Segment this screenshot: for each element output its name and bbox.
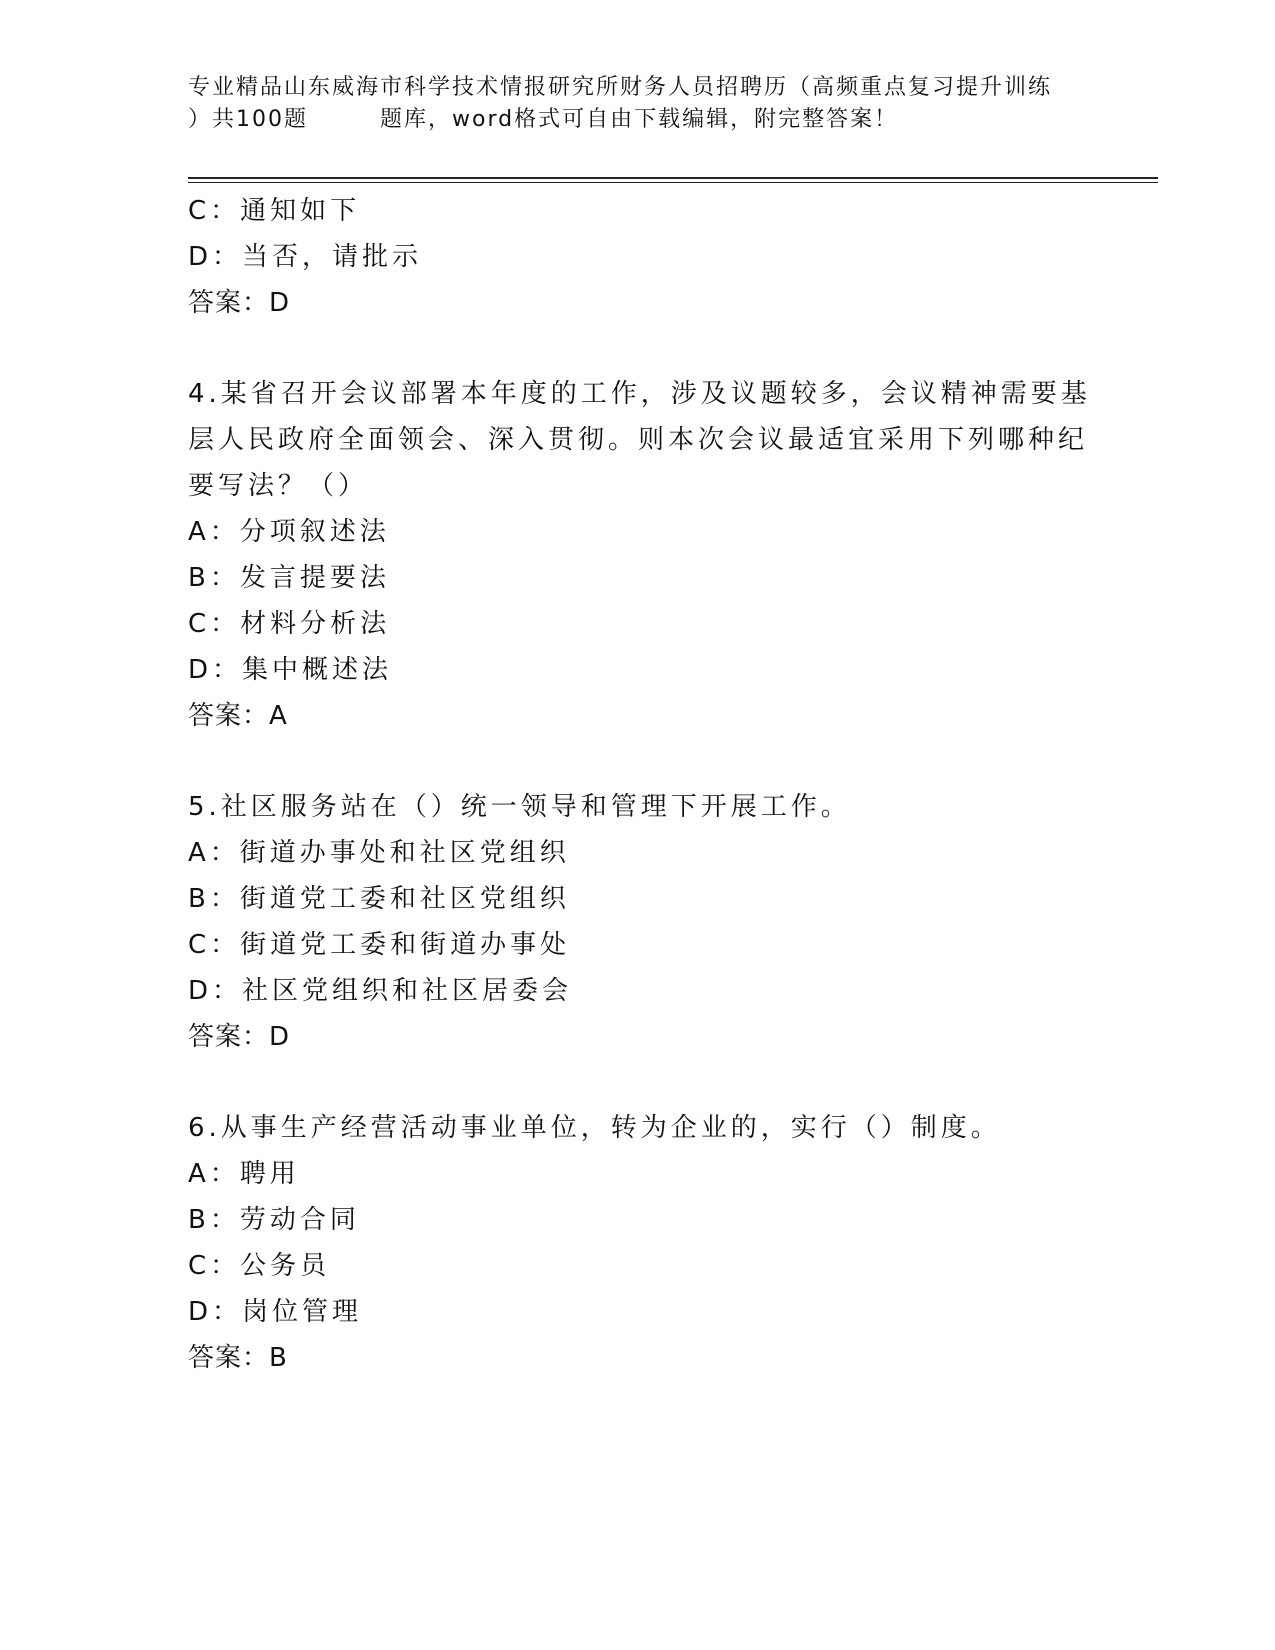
answer: 答案：D [188,1022,291,1052]
option-c: C：通知如下 [188,196,361,226]
option-d: D：岗位管理 [188,1297,363,1327]
option-b: B：发言提要法 [188,563,390,593]
answer: 答案：B [188,1343,288,1373]
question-3-tail [188,188,1088,326]
header-count: ）共100题 [188,107,308,132]
answer: 答案：D [188,288,291,318]
question-5 [188,784,1088,1060]
question-stem: 要写法？（） [188,471,369,501]
question-stem: 4.某省召开会议部署本年度的工作，涉及议题较多，会议精神需要基 [188,379,1091,409]
option-d: D：集中概述法 [188,655,393,685]
answer: 答案：A [188,701,288,731]
question-6 [188,1105,1088,1381]
header-divider-thin [188,182,1158,183]
header-line-1: 专业精品山东威海市科学技术情报研究所财务人员招聘历（高频重点复习提升训练 [188,75,1053,100]
option-a: A：街道办事处和社区党组织 [188,838,570,868]
option-d: D：当否，请批示 [188,242,423,272]
question-4 [188,371,1091,739]
option-b: B：街道党工委和社区党组织 [188,884,570,914]
option-a: A：聘用 [188,1159,300,1189]
option-b: B：劳动合同 [188,1205,360,1235]
question-stem: 层人民政府全面领会、深入贯彻。则本次会议最适宜采用下列哪种纪 [188,425,1089,455]
option-a: A：分项叙述法 [188,517,390,547]
option-c: C：公务员 [188,1251,331,1281]
document-body [188,188,1091,1381]
question-stem: 6.从事生产经营活动事业单位，转为企业的，实行（）制度。 [188,1113,1001,1143]
option-d: D：社区党组织和社区居委会 [188,976,573,1006]
document-header [188,72,1088,136]
option-c: C：材料分析法 [188,609,391,639]
header-description: 题库，word格式可自由下载编辑，附完整答案！ [380,107,899,132]
option-c: C：街道党工委和街道办事处 [188,930,571,960]
header-line-2 [188,104,1088,136]
question-stem: 5.社区服务站在（）统一领导和管理下开展工作。 [188,792,851,822]
header-divider-thick [188,177,1158,179]
